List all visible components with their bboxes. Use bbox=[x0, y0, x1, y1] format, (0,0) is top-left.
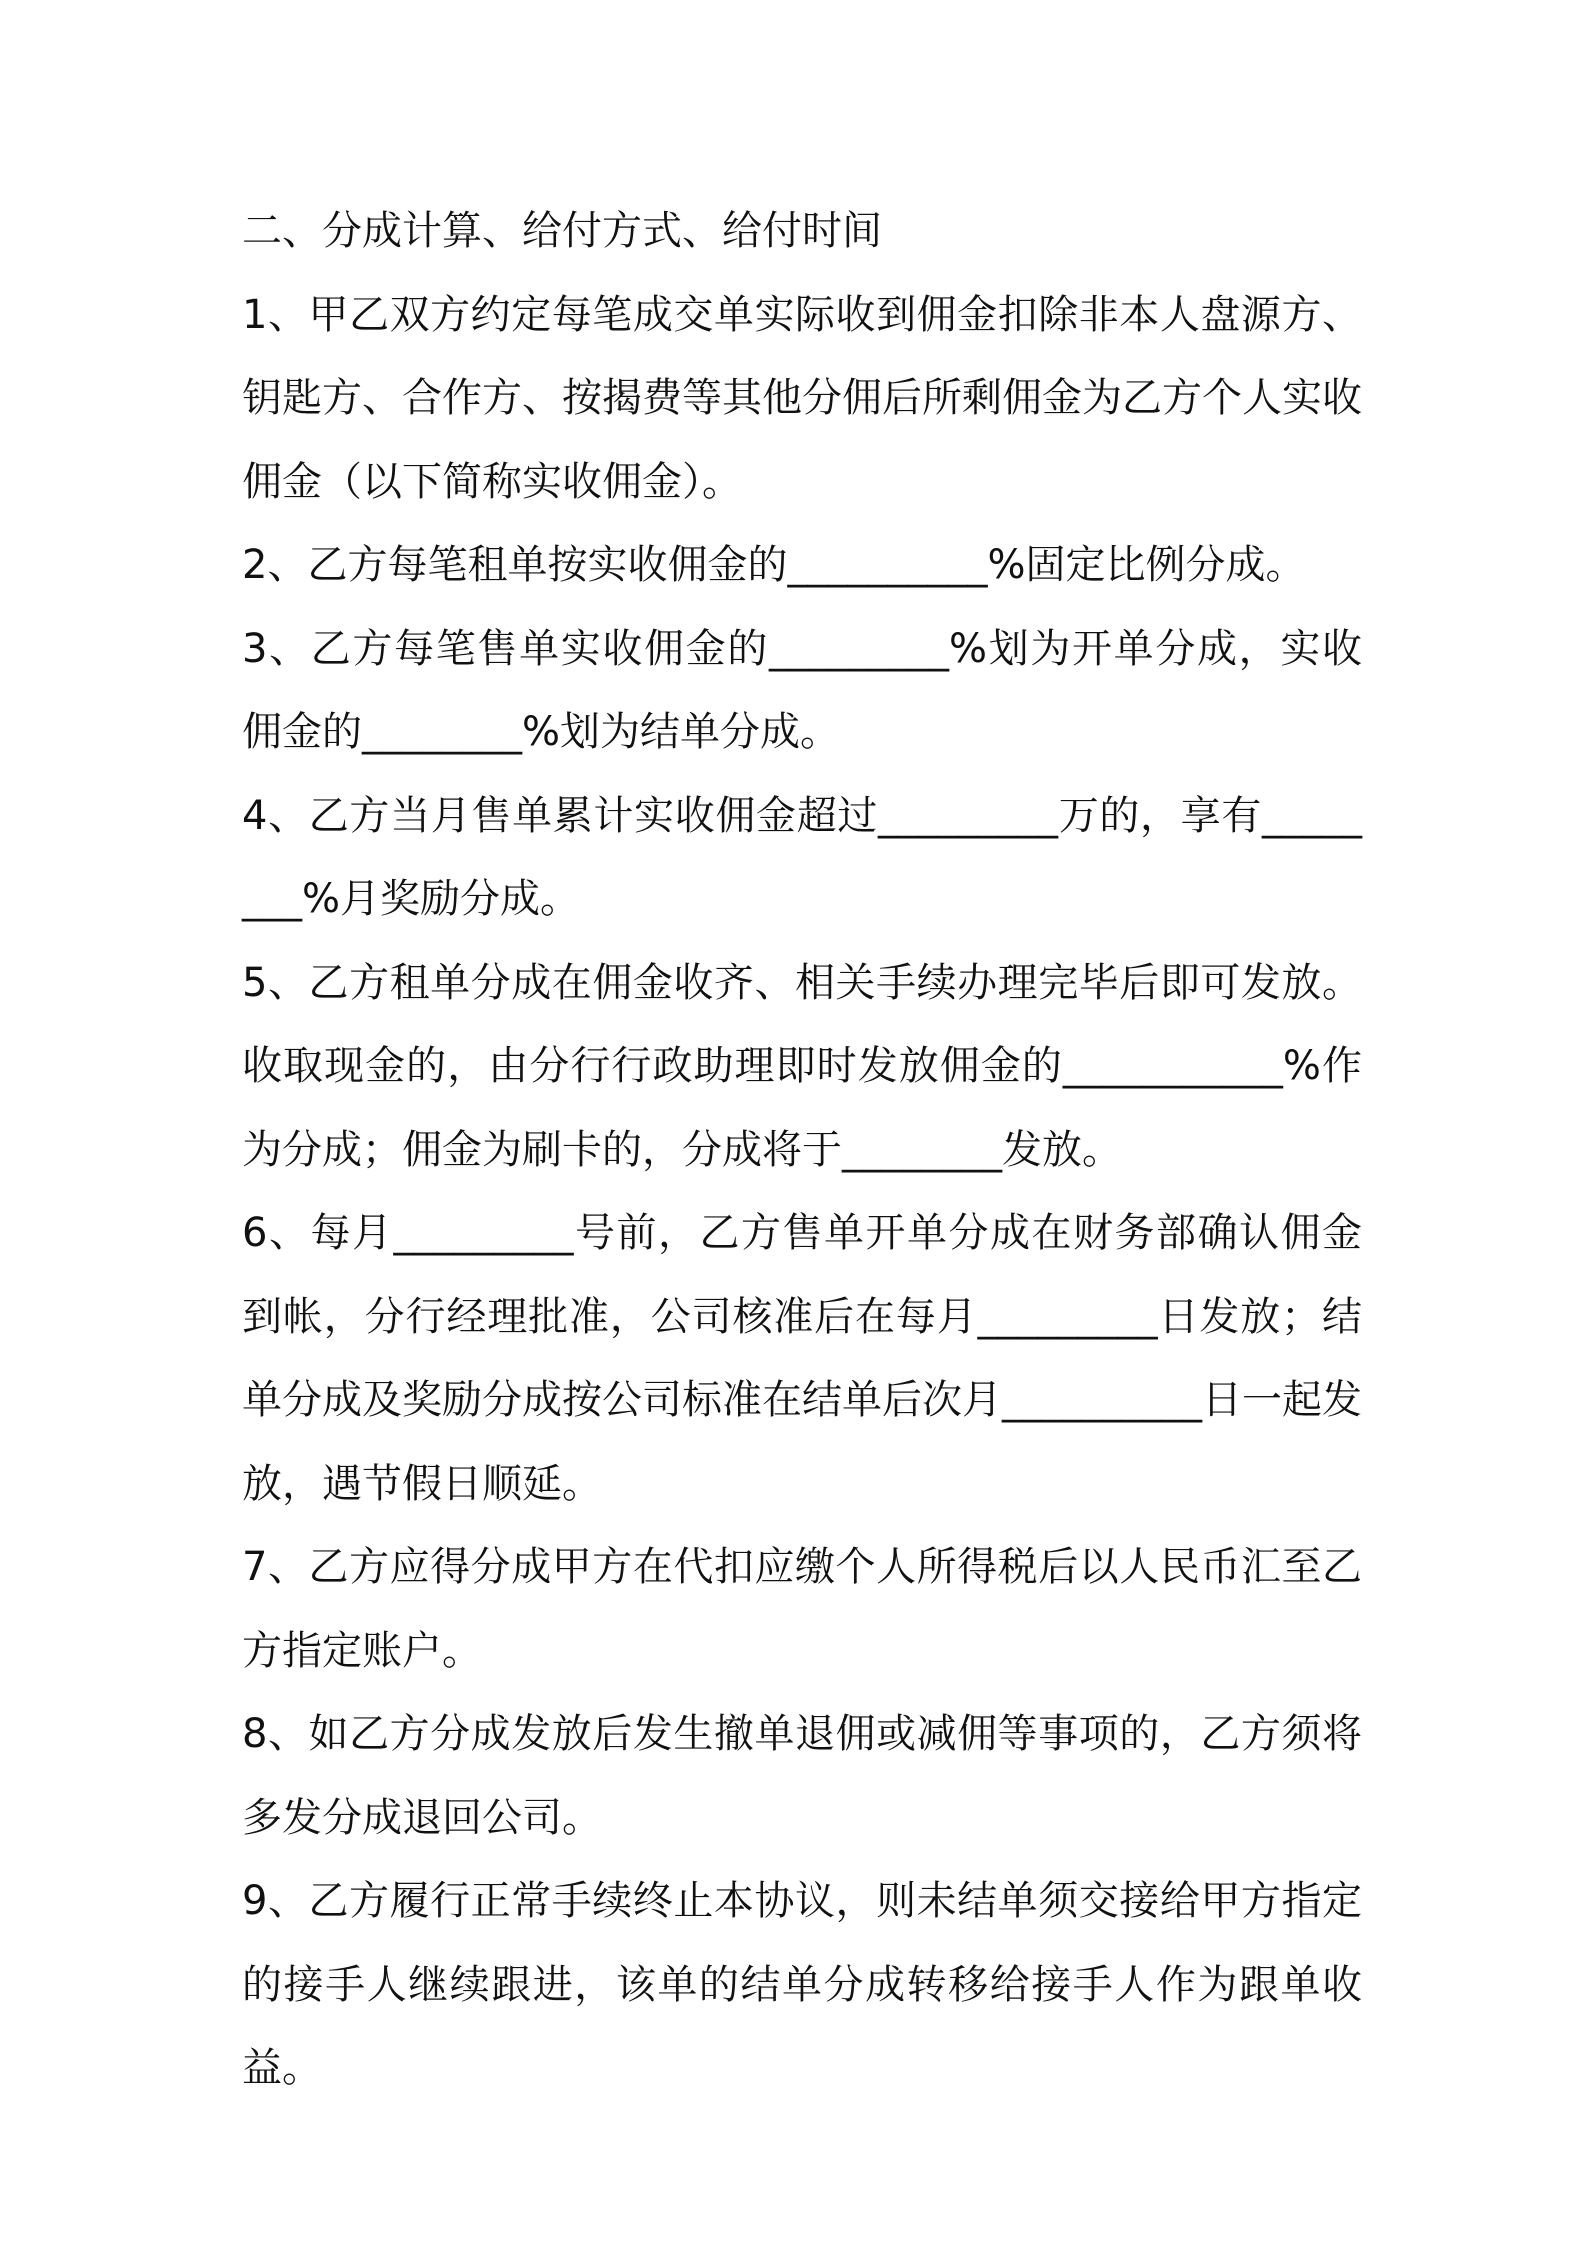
clause-1: 1、甲乙双方约定每笔成交单实际收到佣金扣除非本人盘源方、钥匙方、合作方、按揭费等其他分佣后所剩佣金为乙方个人实收佣金（以下简称实收佣金）。 bbox=[242, 291, 1362, 505]
clause-6: 6、每月_________号前，乙方售单开单分成在财务部确认佣金到帐，分行经理批准，公司核准后在每月_________日发放；结单分成及奖励分成按公司标准在结单后次月__________日一起发放，遇节假日顺延。 bbox=[242, 1210, 1362, 1507]
clause-9: 9、乙方履行正常手续终止本协议，则未结单须交接给甲方指定的接手人继续跟进，该单的结单分成转移给接手人作为跟单收益。 bbox=[242, 1878, 1362, 2091]
clause-7: 7、乙方应得分成甲方在代扣应缴个人所得税后以人民币汇至乙方指定账户。 bbox=[242, 1544, 1362, 1674]
section-heading: 二、分成计算、给付方式、给付时间 bbox=[242, 208, 882, 254]
clause-8: 8、如乙方分成发放后发生撤单退佣或减佣等事项的，乙方须将多发分成退回公司。 bbox=[242, 1711, 1362, 1841]
clause-5: 5、乙方租单分成在佣金收齐、相关手续办理完毕后即可发放。收取现金的，由分行行政助理即时发放佣金的___________%作为分成；佣金为刷卡的，分成将于________发放。 bbox=[242, 959, 1362, 1173]
clause-4: 4、乙方当月售单累计实收佣金超过_________万的，享有________%月奖励分成。 bbox=[242, 792, 1362, 922]
clause-3: 3、乙方每笔售单实收佣金的_________%划为开单分成，实收佣金的________%划为结单分成。 bbox=[242, 625, 1362, 755]
clause-2: 2、乙方每笔租单按实收佣金的__________%固定比例分成。 bbox=[242, 542, 1306, 588]
document-body bbox=[242, 190, 1362, 2111]
